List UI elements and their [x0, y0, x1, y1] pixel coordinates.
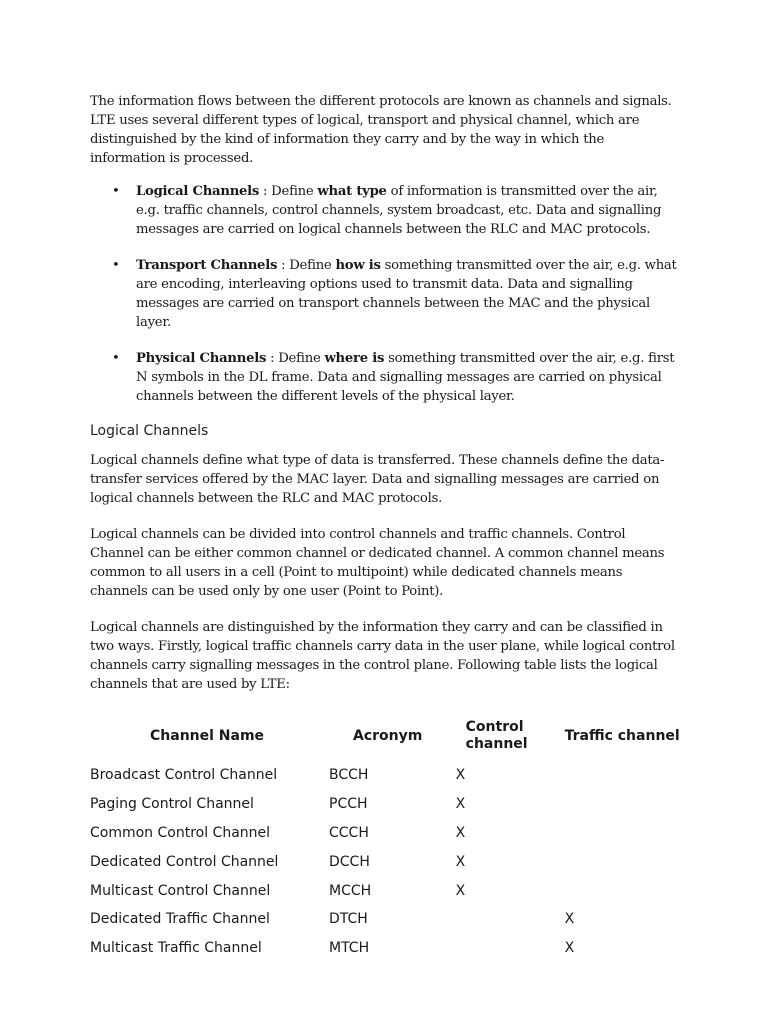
- cell-acronym: MTCH: [329, 940, 370, 957]
- definition-keyword: where is: [324, 351, 385, 366]
- cell-channel-name: Multicast Control Channel: [90, 882, 271, 899]
- header-control-channel: [456, 711, 565, 761]
- definition-text: of information is transmitted over the air, e.g. traffic channels, control channels, system broadcast, etc. Data and signalling messages are carried on logical channels between the RLC and MAC protocols.: [136, 184, 662, 237]
- body-paragraph: Logical channels define what type of data is transferred. These channels define the data-transfer services offered by the MAC layer. Data and signalling messages are carried on logical channels between the RLC and MAC protocols.: [90, 453, 665, 506]
- section-heading: Logical Channels: [90, 423, 209, 439]
- table-row: [90, 876, 680, 905]
- cell-channel-name: Paging Control Channel: [90, 796, 254, 813]
- cell-control-mark: X: [455, 882, 466, 899]
- bullet-icon: •: [112, 184, 120, 199]
- cell-channel-name: Dedicated Control Channel: [90, 853, 279, 870]
- header-acronym: Acronym: [353, 727, 423, 744]
- definition-keyword: what type: [317, 184, 387, 199]
- definition-separator: : Define: [259, 184, 318, 199]
- table-row: [90, 905, 680, 934]
- body-paragraph: Logical channels are distinguished by the information they carry and can be classified in two ways. Firstly, logical traffic channels carry data in the user plane, while logical control channels carry signalling messages in the control plane. Following table lists the logical channels that are used by LTE:: [90, 620, 675, 692]
- cell-acronym: DCCH: [329, 853, 370, 870]
- header-control-line1: Control: [465, 719, 524, 735]
- cell-traffic-mark: [565, 819, 680, 848]
- definition-term: Logical Channels: [136, 184, 260, 199]
- header-channel-name: Channel Name: [150, 727, 265, 744]
- header-traffic-channel: Traffic channel: [564, 727, 680, 744]
- cell-traffic-mark: [565, 790, 680, 819]
- table-row: [90, 819, 680, 848]
- table-body: [90, 761, 680, 963]
- intro-paragraph: The information flows between the different protocols are known as channels and signals. LTE uses several different types of logical, transport and physical channel, which are distinguished by the kind of information they carry and by the way in which the information is processed.: [90, 94, 672, 166]
- cell-traffic-mark: [565, 761, 680, 790]
- definition-term: Physical Channels: [136, 351, 267, 366]
- definition-separator: : Define: [266, 351, 325, 366]
- table-row: [90, 847, 680, 876]
- cell-acronym: DTCH: [329, 911, 368, 928]
- cell-control-mark: X: [455, 767, 466, 784]
- definition-keyword: how is: [335, 258, 381, 273]
- cell-traffic-mark: [565, 876, 680, 905]
- cell-traffic-mark: X: [564, 940, 575, 957]
- cell-channel-name: Multicast Traffic Channel: [90, 940, 262, 957]
- channel-type-list: [90, 182, 680, 406]
- table-row: [90, 761, 680, 790]
- definition-text: something transmitted over the air, e.g. first N symbols in the DL frame. Data and signalling messages are carried on physical channels between the different levels of the physical layer.: [136, 351, 675, 404]
- cell-acronym: PCCH: [329, 796, 368, 813]
- definition-term: Transport Channels: [136, 258, 278, 273]
- list-item: [90, 349, 680, 406]
- table-row: [90, 790, 680, 819]
- table-row: [90, 934, 680, 963]
- bullet-icon: •: [112, 258, 120, 273]
- cell-control-mark: [456, 934, 565, 963]
- cell-channel-name: Common Control Channel: [90, 824, 271, 841]
- body-paragraph: Logical channels can be divided into control channels and traffic channels. Control Channel can be either common channel or dedicated channel. A common channel means common to all users in a cell (Point to multipoint) while dedicated channels means channels can be used only by one user (Point to Point).: [90, 527, 665, 599]
- cell-control-mark: X: [455, 853, 466, 870]
- definition-text: something transmitted over the air, e.g. what are encoding, interleaving options used to transmit data. Data and signalling messages are carried on transport channels between the MAC and the physical layer.: [136, 258, 677, 330]
- header-control-line2: channel: [465, 736, 528, 752]
- cell-control-mark: X: [455, 824, 466, 841]
- cell-control-mark: [456, 905, 565, 934]
- cell-acronym: MCCH: [329, 882, 372, 899]
- cell-channel-name: Dedicated Traffic Channel: [90, 911, 270, 928]
- bullet-icon: •: [112, 351, 120, 366]
- list-item: [90, 182, 680, 239]
- table-header-row: [90, 711, 680, 761]
- logical-channels-table: [90, 711, 680, 963]
- cell-acronym: BCCH: [329, 767, 369, 784]
- cell-traffic-mark: [565, 847, 680, 876]
- cell-traffic-mark: X: [564, 911, 575, 928]
- document-page: [90, 92, 680, 963]
- definition-separator: : Define: [277, 258, 336, 273]
- list-item: [90, 256, 680, 332]
- cell-acronym: CCCH: [329, 824, 369, 841]
- cell-control-mark: X: [455, 796, 466, 813]
- cell-channel-name: Broadcast Control Channel: [90, 767, 278, 784]
